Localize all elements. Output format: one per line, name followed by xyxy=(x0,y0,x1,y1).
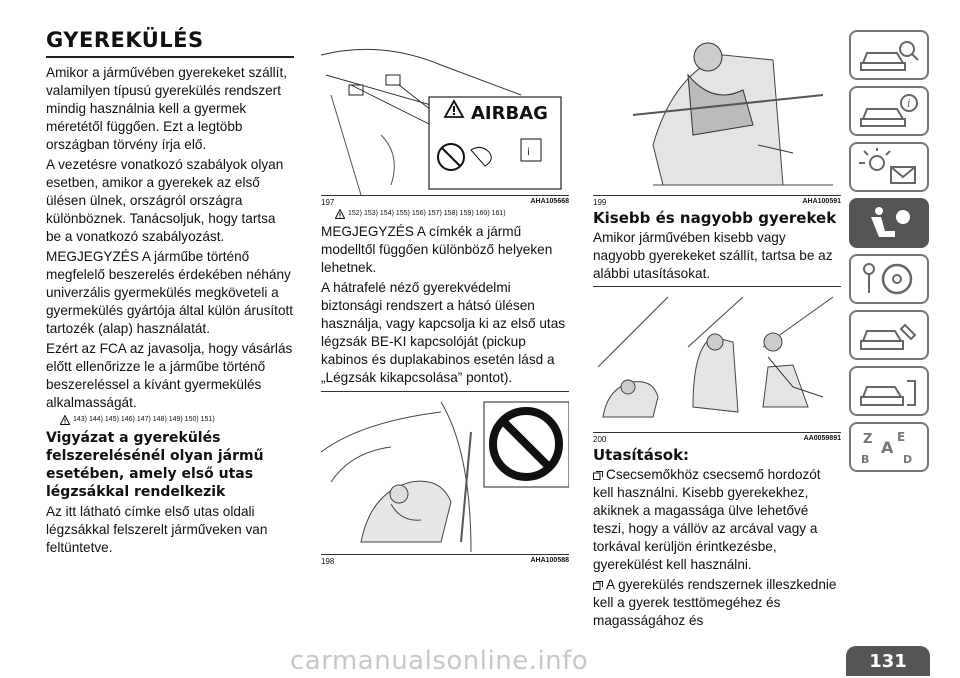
watermark: carmanualsonline.info xyxy=(290,646,589,676)
warning-references xyxy=(60,414,294,426)
svg-text:B: B xyxy=(861,453,870,466)
figure-number: 197 xyxy=(321,198,335,207)
page-number: 131 xyxy=(846,646,930,676)
figure-197-caption xyxy=(321,198,569,207)
figure-number: 200 xyxy=(593,435,607,444)
page-title: GYEREKÜLÉS xyxy=(46,28,204,52)
figure-197 xyxy=(321,35,569,196)
children-heading: Kisebb és nagyobb gyerekek xyxy=(593,209,837,227)
car-service-icon xyxy=(857,315,921,355)
figure-code: AHA105668 xyxy=(530,198,569,205)
warning-triangle-icon xyxy=(335,209,345,219)
column-middle xyxy=(321,35,569,566)
children-paragraph: Amikor járművében kisebb vagy nagyobb gyerekeket szállít, tartsa be az alábbi utasításokat. xyxy=(593,230,833,281)
tab-warnings[interactable] xyxy=(849,142,929,192)
forward-facing-seat-illustration xyxy=(593,35,841,195)
svg-text:E: E xyxy=(897,430,906,444)
seat-airbag-icon xyxy=(857,203,921,243)
rear-facing-paragraph: A hátrafelé néző gyerekvédelmi biztonsági rendszert a hátsó ülésen használja, vagy kapcsolja ki az első utas légzsák BE-KI kapcsolóját (pickup kabinos és duplakabinos esetén lásd a „Légzsák kikapcsolása” pontot). xyxy=(321,280,566,385)
tab-emergency[interactable] xyxy=(849,310,929,360)
tab-starting-driving[interactable] xyxy=(849,254,929,304)
title-rule xyxy=(46,56,294,58)
bullet-icon xyxy=(593,581,603,590)
svg-text:Z: Z xyxy=(863,432,873,447)
warning-triangle-icon xyxy=(60,415,70,425)
column-left xyxy=(46,28,294,559)
tab-maintenance[interactable] xyxy=(849,366,929,416)
figure-199 xyxy=(593,35,841,196)
car-search-icon xyxy=(857,35,921,75)
references-text: 152) 153) 154) 155) 156) 157) 158) 159) 160) 161) xyxy=(348,210,506,217)
bullet-icon xyxy=(593,471,603,480)
svg-text:i: i xyxy=(907,97,911,110)
intro-paragraph: Amikor a járművében gyerekeket szállít, valamilyen típusú gyerekülés rendszert mindig használnia kell a gyermek méretétől függően. Ezt a legtöbb országban törvény írja elő. xyxy=(46,65,288,152)
alphabet-index-icon xyxy=(857,427,921,467)
figure-code: AHA100591 xyxy=(802,198,841,205)
figure-number: 199 xyxy=(593,198,607,207)
rear-facing-seat-illustration xyxy=(321,392,569,554)
fca-paragraph: Ezért az FCA az javasolja, hogy vásárlás előtt ellenőrizze le a járműbe történő beszereléssel a kívánt gyermekülés alkalmasságát. xyxy=(46,341,293,410)
instruction-item xyxy=(593,466,841,574)
tab-index[interactable] xyxy=(849,422,929,472)
chapter-tabs xyxy=(849,30,929,478)
svg-text:D: D xyxy=(903,453,913,466)
rules-paragraph: A vezetésre vonatkozó szabályok olyan esetben, amikor a gyerekek az első ülésen ülnek, országról országra különböznek. Tanácsoljuk, hogy tartsa be a vonatkozó szabályozást. xyxy=(46,157,284,244)
references-text: 143) 144) 145) 146) 147) 148) 149) 150) 151) xyxy=(73,416,215,423)
airbag-warning-heading: Vigyázat a gyerekülés felszerelésénél olyan jármű esetében, amely első utas légzsákkal rendelkezik xyxy=(46,430,264,500)
figure-198-caption xyxy=(321,557,569,566)
figure-code: AHA100588 xyxy=(530,557,569,564)
svg-text:A: A xyxy=(881,438,894,457)
instruction-item xyxy=(593,576,841,630)
seat-types-illustration xyxy=(593,287,841,432)
note-paragraph: MEGJEGYZÉS A járműbe történő megfelelő beszerelés érdekében néhány univerzális gyermekülés megköveteli a gyermekülés gyártója által külön árusított tartozék (alap) használatát. xyxy=(46,249,294,336)
instruction-text: Csecsemőkhöz csecsemő hordozót kell használni. Kisebb gyerekekhez, akiknek a magassága ülve lehetővé teszi, hogy a vállöv az arcával vagy a torkával kerüljön érintkezésbe, gyerekülést kell használni. xyxy=(593,467,821,572)
key-steering-wheel-icon xyxy=(857,259,921,299)
labels-note-paragraph: MEGJEGYZÉS A címkék a jármű modelltől függően különböző helyeken lehetnek. xyxy=(321,224,553,275)
tab-car-search[interactable] xyxy=(849,30,929,80)
figure-200-caption xyxy=(593,435,841,444)
figure-199-caption xyxy=(593,198,841,207)
figure-198 xyxy=(321,392,569,555)
figure-code: AA0059891 xyxy=(803,435,841,442)
column-right xyxy=(593,35,841,632)
label-paragraph: Az itt látható címke első utas oldali légzsákkal felszerelt járműveken van feltüntetve. xyxy=(46,504,268,555)
car-info-icon xyxy=(857,91,921,131)
warning-references xyxy=(335,208,569,220)
figure-200 xyxy=(593,287,841,433)
car-data-icon xyxy=(857,371,921,411)
svg-text:i: i xyxy=(527,147,530,158)
instruction-text: A gyerekülés rendszernek illeszkednie kell a gyerek testtömegéhez és magasságához és xyxy=(593,577,837,628)
figure-number: 198 xyxy=(321,557,335,566)
tab-safety[interactable] xyxy=(849,198,929,248)
airbag-label-text: AIRBAG xyxy=(471,103,548,124)
instructions-heading: Utasítások: xyxy=(593,446,690,464)
tab-car-info[interactable] xyxy=(849,86,929,136)
light-message-icon xyxy=(857,147,921,187)
